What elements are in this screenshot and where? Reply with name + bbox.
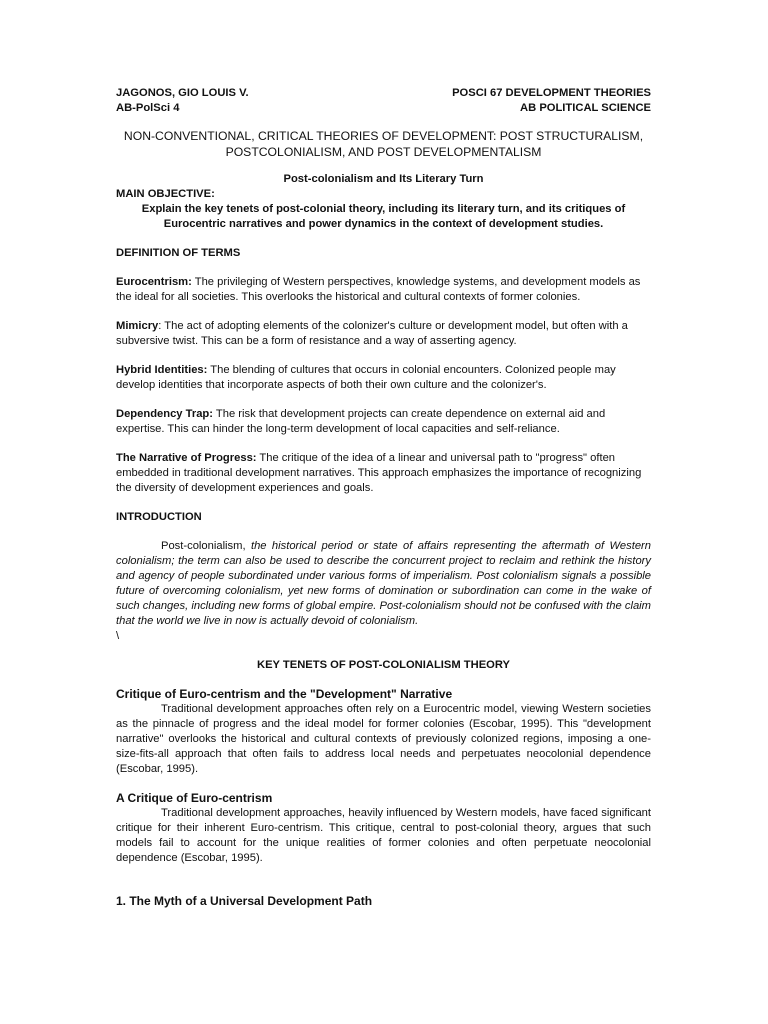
course-title: POSCI 67 DEVELOPMENT THEORIES [452,87,651,99]
subsection-heading-eurocentrism-development: Critique of Euro-centrism and the "Development" Narrative [116,687,453,701]
introduction-paragraph [116,539,651,629]
header-right [452,86,651,116]
term-narrative-of-progress [116,451,651,496]
subsection-heading-critique: A Critique of Euro-centrism [116,791,273,805]
document-header [116,86,651,116]
term-name: Eurocentrism: [116,276,192,288]
term-eurocentrism [116,275,651,305]
stray-character: \ [116,630,120,642]
term-definition: The critique of the idea of a linear and universal path to "progress" often embedded in traditional development narratives. This approach emphasizes the importance of recognizing the diversity of development experiences and goals. [116,452,642,494]
introduction-heading: INTRODUCTION [116,511,202,523]
document-page [116,86,651,909]
title-line-1: NON-CONVENTIONAL, CRITICAL THEORIES OF DEVELOPMENT: POST STRUCTURALISM, [123,129,644,143]
title-line-2: POSTCOLONIALISM, AND POST DEVELOPMENTALISM [225,145,542,159]
term-definition: : The act of adopting elements of the colonizer's culture or development model, but often with a subversive twist. This can be a form of resistance and a way of asserting agency. [116,320,628,347]
term-name: Mimicry [116,320,159,332]
intro-lead: Post-colonialism, [161,540,246,552]
program-name: AB POLITICAL SCIENCE [520,102,651,114]
subsection-paragraph-2: Traditional development approaches, heavily influenced by Western models, have faced significant critique for their inherent Euro-centrism. This critique, central to post-colonial theory, argues that such models fail to account for the unique realities of former colonies and often perpetuate neocolonial dependence (Escobar, 1995). [116,807,651,864]
objective-label: MAIN OBJECTIVE: [116,188,215,200]
term-dependency-trap [116,407,651,437]
term-name: Hybrid Identities: [116,364,208,376]
term-name: Dependency Trap: [116,408,213,420]
term-definition: The risk that development projects can create dependence on external aid and expertise. This can hinder the long-term development of local capacities and self-reliance. [116,408,606,435]
definitions-heading: DEFINITION OF TERMS [116,247,241,259]
subsection-heading-universal-path: 1. The Myth of a Universal Development Path [116,894,373,908]
intro-body: the historical period or state of affairs representing the aftermath of Western colonialism; the term can also be used to describe the concurrent project to reclaim and rethink the history and agency of people subordinated under various forms of imperialism. Post colonialism signals a possible future of overcoming colonialism, yet new forms of domination or subordination can come in the wake of such changes, including new forms of global empire. Post-colonialism should not be confused with the claim that the world we live in now is actually devoid of colonialism. [116,540,651,627]
header-left [116,86,249,116]
document-title [116,128,651,160]
term-definition: The privileging of Western perspectives, knowledge systems, and development models as the ideal for all societies. This overlooks the historical and cultural contexts of former colonies. [116,276,641,303]
key-tenets-heading: KEY TENETS OF POST-COLONIALISM THEORY [257,659,510,671]
term-name: The Narrative of Progress: [116,452,257,464]
term-hybrid-identities [116,363,651,393]
author-name: JAGONOS, GIO LOUIS V. [116,87,249,99]
term-definition: The blending of cultures that occurs in colonial encounters. Colonized people may develop identities that incorporate aspects of both their own culture and the colonizer's. [116,364,616,391]
document-subtitle: Post-colonialism and Its Literary Turn [283,173,484,185]
subsection-paragraph-1: Traditional development approaches often rely on a Eurocentric model, viewing Western societies as the pinnacle of progress and the ideal model for former colonies (Escobar, 1995). This "development narrative" overlooks the historical and cultural contexts of previously colonized regions, imposing a one-size-fits-all approach that often fails to address local needs and perpetuates neocolonial dependence (Escobar, 1995). [116,703,651,775]
objective-text: Explain the key tenets of post-colonial theory, including its literary turn, and its critiques of Eurocentric narratives and power dynamics in the context of development studies. [141,203,626,230]
author-section: AB-PolSci 4 [116,102,180,114]
term-mimicry [116,319,651,349]
